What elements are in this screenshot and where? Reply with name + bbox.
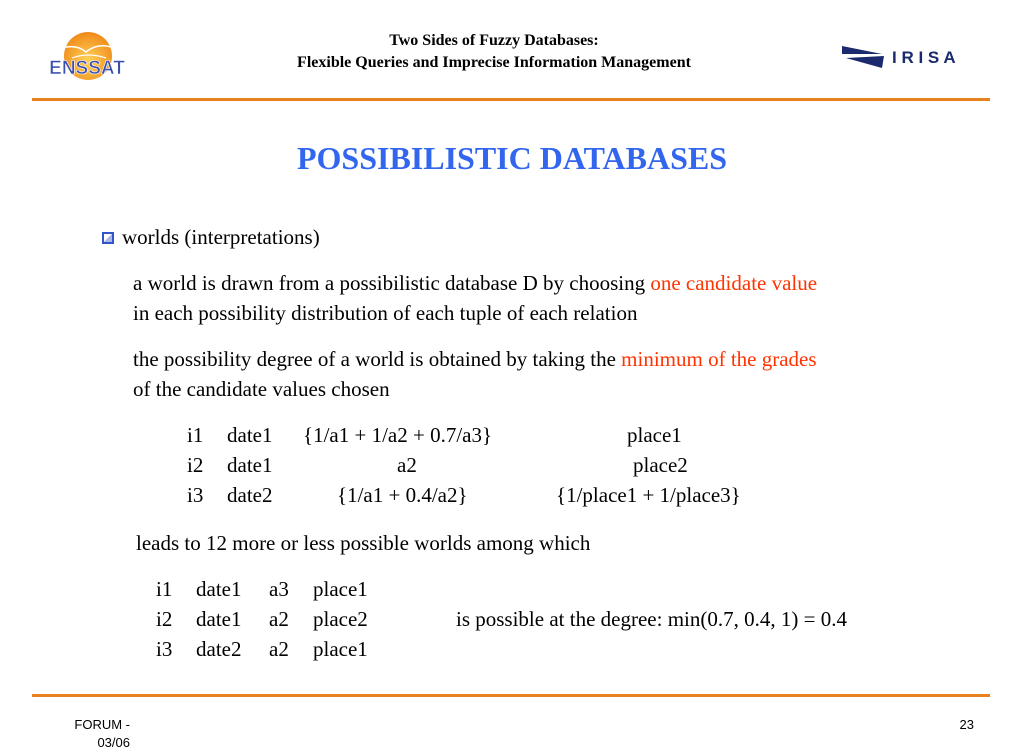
irisa-logo (842, 44, 987, 70)
table-row (0, 604, 1024, 634)
leads-text: leads to 12 more or less possible worlds among which (136, 531, 591, 555)
para2-highlight: minimum of the grades (621, 347, 817, 371)
paragraph-possibility-degree (133, 344, 993, 404)
header-title (200, 30, 788, 74)
row-value: a2 (269, 607, 289, 631)
relation-table (0, 420, 1024, 510)
row-place: place2 (313, 607, 368, 631)
paragraph-world-definition (133, 268, 993, 328)
row-date: date1 (227, 453, 273, 477)
degree-note: is possible at the degree: min(0.7, 0.4, 1) = 0.4 (456, 607, 847, 631)
checkbox-bullet-icon (102, 232, 114, 244)
irisa-logo-text: I R I S A (892, 48, 956, 67)
row-date: date2 (227, 483, 273, 507)
table-row (0, 574, 1024, 604)
table-row (0, 480, 1024, 510)
para1-continuation: in each possibility distribution of each tuple of each relation (133, 301, 638, 325)
row-id: i1 (187, 423, 204, 447)
row-date: date1 (227, 423, 273, 447)
row-value: a3 (269, 577, 289, 601)
header-title-line2: Flexible Queries and Imprecise Information Management (297, 54, 691, 71)
bullet-text: worlds (interpretations) (122, 225, 320, 249)
row-id: i2 (156, 607, 173, 631)
table-row (0, 420, 1024, 450)
slide-title: POSSIBILISTIC DATABASES (296, 140, 728, 176)
table-row (0, 450, 1024, 480)
header-divider (32, 98, 990, 101)
row-place: place1 (627, 423, 682, 447)
page-number: 23 (959, 717, 974, 732)
header-title-line1: Two Sides of Fuzzy Databases: (389, 32, 599, 49)
row-value: a2 (397, 453, 417, 477)
footer-event-line1: FORUM - (74, 717, 130, 732)
table-row (0, 634, 1024, 664)
para2-continuation: of the candidate values chosen (133, 377, 390, 401)
para2-text: the possibility degree of a world is obtained by taking the (133, 347, 622, 371)
row-place: place1 (313, 637, 368, 661)
para1-highlight: one candidate value (650, 271, 818, 295)
row-id: i1 (156, 577, 173, 601)
row-value: {1/a1 + 0.4/a2} (337, 483, 468, 507)
bullet-item (102, 222, 320, 252)
row-value: {1/a1 + 1/a2 + 0.7/a3} (303, 423, 493, 447)
row-date: date1 (196, 607, 242, 631)
footer-divider (32, 694, 990, 697)
row-id: i3 (187, 483, 204, 507)
row-date: date1 (196, 577, 242, 601)
row-id: i3 (156, 637, 173, 661)
enssat-logo (36, 26, 138, 82)
footer-event-line2: 03/06 (97, 735, 130, 750)
row-place: place2 (633, 453, 688, 477)
row-place: place1 (313, 577, 368, 601)
row-id: i2 (187, 453, 204, 477)
enssat-logo-text: ENSSAT (49, 58, 125, 79)
row-place: {1/place1 + 1/place3} (556, 483, 741, 507)
world-table (0, 574, 1024, 664)
footer-event (40, 716, 130, 752)
para1-text: a world is drawn from a possibilistic database D by choosing (133, 271, 651, 295)
row-value: a2 (269, 637, 289, 661)
row-date: date2 (196, 637, 242, 661)
